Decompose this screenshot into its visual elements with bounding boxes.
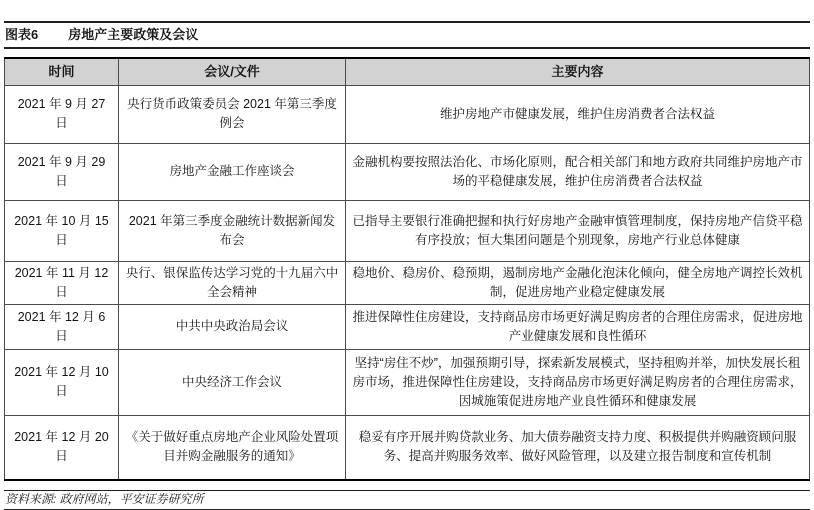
figure-label: 图表6 — [5, 27, 39, 42]
table-row — [5, 200, 810, 261]
table-row — [5, 349, 810, 415]
cell-meeting: 中央经济工作会议 — [119, 349, 346, 415]
table-row — [5, 415, 810, 480]
cell-content: 稳地价、稳房价、稳预期，遏制房地产金融化泡沫化倾向，健全房地产调控长效机制，促进房地产业稳定健康发展 — [346, 261, 810, 304]
cell-meeting: 房地产金融工作座谈会 — [119, 143, 346, 200]
table-row — [5, 261, 810, 304]
source-note: 资料来源: 政府网站，平安证券研究所 — [5, 492, 204, 506]
table-header-row — [5, 58, 810, 85]
cell-content: 稳妥有序开展并购贷款业务、加大债券融资支持力度、积极提供并购融资顾问服务、提高并购服务效率、做好风险管理，以及建立报告制度和宣传机制 — [346, 415, 810, 480]
cell-time: 2021 年 11 月 12 日 — [5, 261, 119, 304]
cell-content: 已指导主要银行准确把握和执行好房地产金融审慎管理制度，保持房地产信贷平稳有序投放；恒大集团问题是个别现象，房地产行业总体健康 — [346, 200, 810, 261]
figure-title: 房地产主要政策及会议 — [68, 27, 199, 42]
col-header-content: 主要内容 — [346, 58, 810, 85]
col-header-meeting: 会议/文件 — [119, 58, 346, 85]
col-header-time: 时间 — [5, 58, 119, 85]
table-row — [5, 85, 810, 143]
cell-time: 2021 年 12 月 10 日 — [5, 349, 119, 415]
cell-meeting: 央行货币政策委员会 2021 年第三季度例会 — [119, 85, 346, 143]
cell-time: 2021 年 9 月 29 日 — [5, 143, 119, 200]
title-bottom-rule — [4, 47, 810, 49]
cell-meeting: 《关于做好重点房地产企业风险处置项目并购金融服务的通知》 — [119, 415, 346, 480]
cell-meeting: 2021 年第三季度金融统计数据新闻发布会 — [119, 200, 346, 261]
source-footer — [4, 490, 810, 510]
cell-content: 坚持“房住不炒”，加强预期引导，探索新发展模式，坚持租购并举，加快发展长租房市场，推进保障性住房建设，支持商品房市场更好满足购房者的合理住房需求，因城施策促进房地产业良性循环和健康发展 — [346, 349, 810, 415]
cell-time: 2021 年 10 月 15 日 — [5, 200, 119, 261]
cell-content: 维护房地产市健康发展，维护住房消费者合法权益 — [346, 85, 810, 143]
table-row — [5, 304, 810, 349]
cell-meeting: 央行、银保监传达学习党的十九届六中全会精神 — [119, 261, 346, 304]
cell-content: 金融机构要按照法治化、市场化原则，配合相关部门和地方政府共同维护房地产市场的平稳健康发展，维护住房消费者合法权益 — [346, 143, 810, 200]
cell-meeting: 中共中央政治局会议 — [119, 304, 346, 349]
figure-title-row — [4, 23, 810, 47]
cell-time: 2021 年 12 月 20 日 — [5, 415, 119, 480]
cell-time: 2021 年 12 月 6 日 — [5, 304, 119, 349]
cell-time: 2021 年 9 月 27 日 — [5, 85, 119, 143]
cell-content: 推进保障性住房建设，支持商品房市场更好满足购房者的合理住房需求，促进房地产业健康发展和良性循环 — [346, 304, 810, 349]
table-row — [5, 143, 810, 200]
policy-table — [4, 57, 810, 481]
